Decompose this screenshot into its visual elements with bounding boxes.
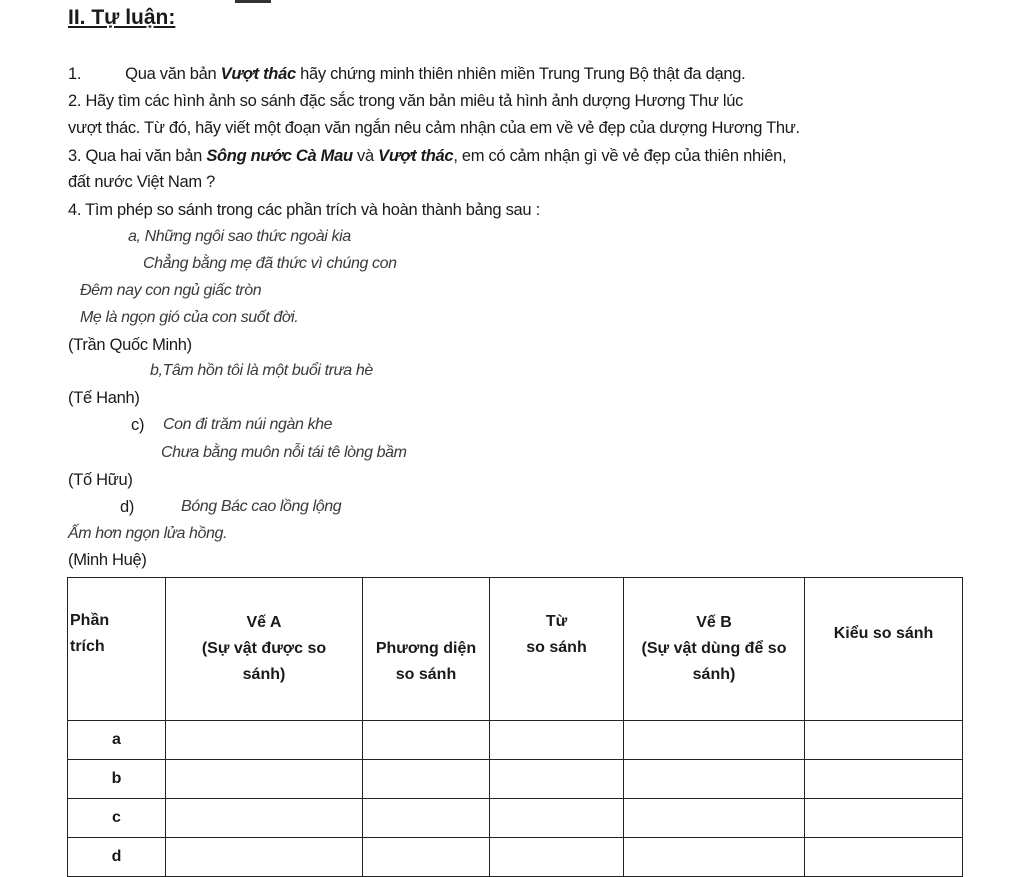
header-text: trích <box>70 638 105 655</box>
header-ve-b <box>624 578 805 721</box>
cell-tu-so-sanh[interactable] <box>490 721 624 760</box>
header-text: (Sự vật được so <box>201 640 327 657</box>
header-text: Vế B <box>696 614 732 631</box>
question-4: 4. Tìm phép so sánh trong các phần trích và hoàn thành bảng sau : <box>68 201 540 219</box>
header-phuong-dien <box>363 578 490 721</box>
excerpt-a-line-1: a, Những ngôi sao thức ngoài kia <box>128 228 351 245</box>
excerpt-c-label: c) <box>131 416 145 434</box>
cell-kieu-so-sanh[interactable] <box>805 838 963 877</box>
header-text: Vế A <box>246 614 282 631</box>
question-2-line-1: 2. Hãy tìm các hình ảnh so sánh đặc sắc trong văn bản miêu tả hình ảnh dượng Hương Thư lúc <box>68 92 744 110</box>
cell-ve-a[interactable] <box>166 799 363 838</box>
cell-phuong-dien[interactable] <box>363 760 490 799</box>
header-text: Phần <box>70 612 110 629</box>
cell-kieu-so-sanh[interactable] <box>805 721 963 760</box>
table-row <box>68 721 963 760</box>
cell-phuong-dien[interactable] <box>363 838 490 877</box>
cell-ve-b[interactable] <box>624 721 805 760</box>
comparison-table <box>67 577 963 877</box>
header-phan-trich <box>68 578 166 721</box>
excerpt-d-line-1: Bóng Bác cao lồng lộng <box>181 498 342 515</box>
excerpt-d-line-2: Ấm hơn ngọn lửa hồng. <box>68 525 228 542</box>
question-1 <box>68 65 745 84</box>
excerpt-c-line-2: Chưa bằng muôn nỗi tái tê lòng bầm <box>161 444 407 461</box>
question-3-line-1 <box>68 147 786 166</box>
cell-ve-a[interactable] <box>166 760 363 799</box>
table-row <box>68 799 963 838</box>
header-text: so sánh <box>395 666 457 683</box>
work-title-vuot-thac-2: Vượt thác <box>378 147 454 165</box>
excerpt-d-author: (Minh Huệ) <box>68 551 147 569</box>
header-text: Kiểu so sánh <box>833 625 934 642</box>
top-rule-mark <box>235 0 271 3</box>
row-label: a <box>68 721 166 760</box>
cell-phuong-dien[interactable] <box>363 721 490 760</box>
question-3-text-post: , em có cảm nhận gì về vẻ đẹp của thiên nhiên, <box>453 147 787 165</box>
cell-ve-a[interactable] <box>166 721 363 760</box>
row-label: c <box>68 799 166 838</box>
cell-tu-so-sanh[interactable] <box>490 838 624 877</box>
header-kieu-so-sanh <box>805 578 963 721</box>
excerpt-d-label: d) <box>120 498 135 516</box>
header-text: Phương diện <box>375 640 477 657</box>
cell-phuong-dien[interactable] <box>363 799 490 838</box>
work-title-vuot-thac: Vượt thác <box>220 65 296 83</box>
excerpt-b-line-1: b,Tâm hồn tôi là một buổi trưa hè <box>150 362 373 379</box>
header-text: sánh) <box>692 666 736 683</box>
question-1-text-pre: Qua văn bản <box>125 65 221 83</box>
cell-ve-b[interactable] <box>624 838 805 877</box>
cell-ve-b[interactable] <box>624 799 805 838</box>
row-label: d <box>68 838 166 877</box>
cell-tu-so-sanh[interactable] <box>490 760 624 799</box>
header-tu-so-sanh <box>490 578 624 721</box>
table-header-row <box>68 578 963 721</box>
question-1-text-post: hãy chứng minh thiên nhiên miền Trung Trung Bộ thật đa dạng. <box>295 65 746 83</box>
excerpt-a-line-2: Chẳng bằng mẹ đã thức vì chúng con <box>143 255 397 272</box>
question-2-line-2: vượt thác. Từ đó, hãy viết một đoạn văn ngắn nêu cảm nhận của em về vẻ đẹp của dượng Hương Thư. <box>68 119 800 137</box>
row-label: b <box>68 760 166 799</box>
cell-ve-b[interactable] <box>624 760 805 799</box>
cell-ve-a[interactable] <box>166 838 363 877</box>
question-3-text-mid: và <box>352 147 379 165</box>
excerpt-c-author: (Tố Hữu) <box>68 471 133 489</box>
table-row <box>68 838 963 877</box>
cell-kieu-so-sanh[interactable] <box>805 760 963 799</box>
header-text: sánh) <box>242 666 286 683</box>
header-text: (Sự vật dùng để so <box>641 640 787 657</box>
table-row <box>68 760 963 799</box>
question-3-line-2: đất nước Việt Nam ? <box>68 173 216 191</box>
excerpt-a-line-3: Đêm nay con ngủ giấc tròn <box>80 282 262 299</box>
cell-tu-so-sanh[interactable] <box>490 799 624 838</box>
cell-kieu-so-sanh[interactable] <box>805 799 963 838</box>
section-title: II. Tự luận: <box>68 6 176 29</box>
question-3-text-pre: 3. Qua hai văn bản <box>68 147 207 165</box>
excerpt-a-line-4: Mẹ là ngọn gió của con suốt đời. <box>80 309 299 326</box>
excerpt-b-author: (Tế Hanh) <box>68 389 140 407</box>
excerpt-a-author: (Trần Quốc Minh) <box>68 336 192 354</box>
header-text: Từ <box>545 613 568 630</box>
excerpt-c-line-1: Con đi trăm núi ngàn khe <box>163 416 333 433</box>
work-title-song-nuoc-ca-mau: Sông nước Cà Mau <box>206 147 353 165</box>
header-ve-a <box>166 578 363 721</box>
header-text: so sánh <box>526 639 587 656</box>
question-1-number: 1. <box>68 65 82 83</box>
